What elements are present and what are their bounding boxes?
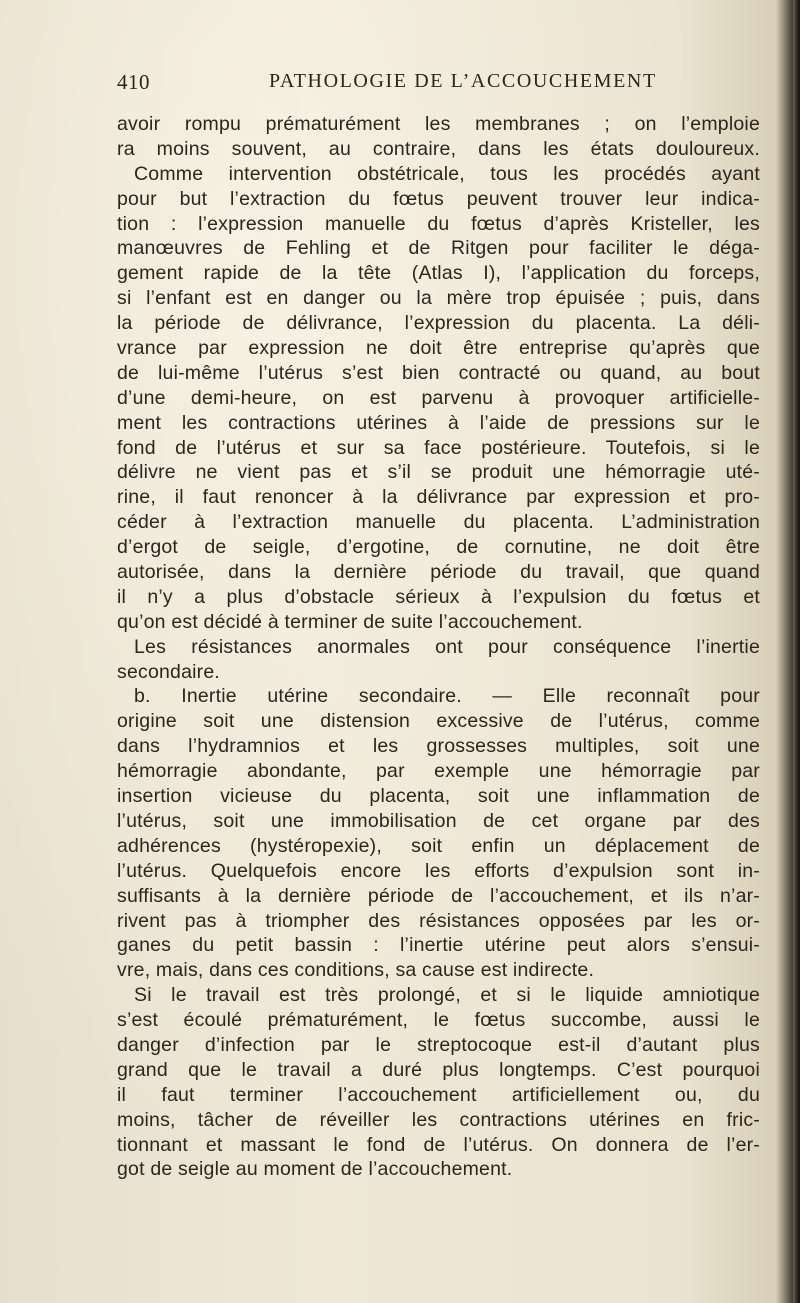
text-line: qu’on est décidé à terminer de suite l’accouchement. (117, 610, 583, 633)
text-line: moins, tâcher de réveiller les contractions utérines en fric- (117, 1108, 760, 1131)
text-line: danger d’infection par le streptocoque est-il d’autant plus (117, 1033, 760, 1056)
body-text (117, 112, 760, 1182)
text-line: manœuvres de Fehling et de Ritgen pour faciliter le déga- (117, 237, 760, 260)
text-line: secondaire. (117, 660, 221, 683)
text-line: l’utérus. Quelquefois encore les efforts d’expulsion sont in- (117, 859, 760, 882)
text-line: vrance par expression ne doit être entreprise qu’après que (117, 337, 760, 360)
text-line: tionnant et massant le fond de l’utérus. On donnera de l’er- (117, 1133, 760, 1156)
text-line: l’utérus, soit une immobilisation de cet organe par des (117, 809, 760, 832)
text-line: si l’enfant est en danger ou la mère trop épuisée ; puis, dans (117, 287, 760, 310)
text-line: grand que le travail a duré plus longtemps. C’est pourquoi (117, 1058, 760, 1081)
text-line: il n’y a plus d’obstacle sérieux à l’expulsion du fœtus et (117, 585, 760, 608)
text-line: Si le travail est très prolongé, et si le liquide amniotique (134, 984, 760, 1007)
text-line: insertion vicieuse du placenta, soit une inflammation de (117, 785, 760, 808)
text-line: de lui-même l’utérus s’est bien contracté ou quand, au bout (117, 361, 760, 384)
text-line: suffisants à la dernière période de l’accouchement, et ils n’ar- (117, 884, 760, 907)
text-line: dans l’hydramnios et les grossesses multiples, soit une (117, 735, 760, 758)
text-line: hémorragie abondante, par exemple une hémorragie par (117, 760, 760, 783)
text-line: pour but l’extraction du fœtus peuvent trouver leur indica- (117, 187, 760, 210)
text-line: céder à l’extraction manuelle du placenta. L’administration (117, 511, 760, 534)
text-line: la période de délivrance, l’expression du placenta. La déli- (117, 312, 760, 335)
running-head: PATHOLOGIE DE L’ACCOUCHEMENT (269, 70, 657, 92)
page-edge (793, 0, 800, 1303)
text-line: adhérences (hystéropexie), soit enfin un déplacement de (117, 834, 760, 857)
text-line: autorisée, dans la dernière période du travail, que quand (117, 561, 760, 584)
text-line: vre, mais, dans ces conditions, sa cause est indirecte. (117, 959, 595, 982)
text-line: Comme intervention obstétricale, tous les procédés ayant (134, 162, 760, 185)
text-line: Les résistances anormales ont pour conséquence l’inertie (134, 635, 760, 658)
text-line: fond de l’utérus et sur sa face postérieure. Toutefois, si le (117, 436, 760, 459)
text-line: il faut terminer l’accouchement artificiellement ou, du (117, 1083, 760, 1106)
text-line: d’une demi-heure, on est parvenu à provoquer artificielle- (117, 386, 760, 409)
text-line: ganes du petit bassin : l’inertie utérine peut alors s’ensui- (117, 934, 760, 957)
text-line: s’est écoulé prématurément, le fœtus succombe, aussi le (117, 1009, 760, 1032)
text-line: délivre ne vient pas et s’il se produit une hémorragie uté- (117, 461, 760, 484)
text-line: origine soit une distension excessive de l’utérus, comme (117, 710, 760, 733)
text-line: b. Inertie utérine secondaire. — Elle reconnaît pour (134, 685, 760, 708)
text-line: avoir rompu prématurément les membranes ; on l’emploie (117, 113, 760, 135)
text-line: got de seigle au moment de l’accouchement. (117, 1158, 513, 1181)
text-line: d’ergot de seigle, d’ergotine, de cornutine, ne doit être (117, 536, 760, 559)
text-line: rivent pas à triompher des résistances opposées par les or- (117, 909, 760, 932)
page-header (117, 70, 757, 98)
text-line: gement rapide de la tête (Atlas I), l’application du forceps, (117, 262, 760, 285)
text-line: rine, il faut renoncer à la délivrance par expression et pro- (117, 486, 760, 509)
text-line: ra moins souvent, au contraire, dans les états douloureux. (117, 137, 760, 160)
text-line: tion : l’expression manuelle du fœtus d’après Kristeller, les (117, 212, 760, 235)
text-line: ment les contractions utérines à l’aide de pressions sur le (117, 411, 760, 434)
page-number: 410 (117, 70, 150, 94)
